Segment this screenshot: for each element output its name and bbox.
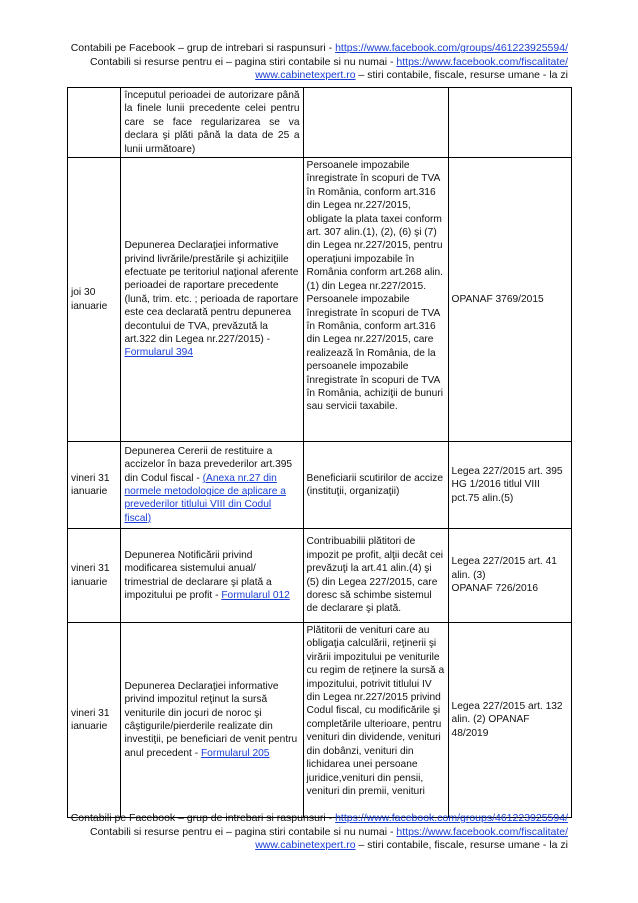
row-description [121, 529, 303, 623]
row-description-text: începutul perioadei de autorizare până la finele lunii precedente celei pentru care se face regularizarea se va declara şi plăti până la data de 25 a lunii următoare) [124, 90, 300, 155]
facebook-page-link[interactable]: https://www.facebook.com/fiscalitate/ [396, 825, 568, 838]
row-description-text: Depunerea Notificării privind modificarea sistemului anual/ trimestrial de declarare şi plată a impozitului pe profit - [124, 549, 272, 601]
footer-line-3 [48, 839, 568, 853]
footer-line-1 [48, 812, 568, 826]
row-date: joi 30 ianuarie [68, 158, 121, 442]
row-description-text: Depunerea Cererii de restituire a accizelor în baza prevederilor art.395 din Codul fiscal - [124, 445, 293, 484]
formular-012-link[interactable]: Formularul 012 [221, 589, 290, 601]
header-line-3-text: – stiri contabile, fiscale, resurse umane - la zi [355, 69, 568, 81]
table-row [68, 623, 572, 818]
header-line-3 [48, 69, 568, 83]
row-beneficiaries: Beneficiarii scutirilor de accize (instituţii, organizaţii) [303, 442, 448, 529]
anexa-27-link[interactable]: (Anexa nr.27 din normele metodologice de aplicare a prevederilor titlului VIII din Codul fiscal) [124, 472, 286, 524]
website-link[interactable]: www.cabinetexpert.ro [255, 69, 356, 81]
row-description-text: Depunerea Declaraţiei informative privind livrările/prestările şi achiziţiile efectuate pe teritoriul naţional aferente perioadei de raportare precedente (lună, trim. etc. ; perioada de raportare este cea declarată pentru depunerea decontului de TVA, prevăzută la art.322 din Legea nr.227/2015) - [124, 240, 299, 346]
footer-line-2 [48, 826, 568, 840]
facebook-group-link[interactable]: https://www.facebook.com/groups/461223925594/ [335, 42, 568, 54]
row-legal-basis: OPANAF 3769/2015 [448, 158, 571, 442]
row-description [121, 88, 303, 158]
row-beneficiaries [303, 88, 448, 158]
facebook-page-link[interactable]: https://www.facebook.com/fiscalitate/ [396, 55, 568, 68]
facebook-group-link[interactable]: https://www.facebook.com/groups/461223925594/ [335, 812, 568, 824]
fiscal-calendar-table [67, 87, 572, 818]
row-beneficiaries [303, 158, 448, 442]
page-footer [48, 812, 568, 853]
header-line-2-text: Contabili si resurse pentru ei – pagina stiri contabile si nu numai - [90, 55, 397, 68]
row-date: vineri 31 ianuarie [68, 529, 121, 623]
row-description [121, 442, 303, 529]
header-line-1-text: Contabili pe Facebook – grup de intrebari si raspunsuri - [70, 42, 336, 54]
footer-line-3-text: – stiri contabile, fiscale, resurse umane - la zi [355, 839, 568, 851]
footer-line-2-text: Contabili si resurse pentru ei – pagina stiri contabile si nu numai - [90, 825, 397, 838]
table-row [68, 529, 572, 623]
row-date [68, 88, 121, 158]
row-legal-basis: Legea 227/2015 art. 41 alin. (3) OPANAF 726/2016 [448, 529, 571, 623]
row-beneficiaries-text: Persoanele impozabile înregistrate în scopuri de TVA în România, conform art.316 din Legea nr.227/2015, obligate la plata taxei conform art. 307 alin.(1), (2), (6) şi (7) din Legea nr.227/2015, pentru operaţiuni impozabile în România conform art.268 alin.(1) din Legea nr.227/2015. Persoanele impozabile înregistrate în scopuri de TVA în România, conform art.316 din Legea nr.227/2015, care realizează în România, de la persoanele impozabile înregistrate în scopuri de TVA în România, achiziţii de bunuri sau servicii taxabile. [306, 160, 444, 413]
table-row [68, 442, 572, 529]
row-description [121, 158, 303, 442]
table-row [68, 88, 572, 158]
header-line-2 [48, 56, 568, 70]
row-legal-basis [448, 88, 571, 158]
row-date: vineri 31 ianuarie [68, 623, 121, 818]
row-legal-basis: Legea 227/2015 art. 132 alin. (2) OPANAF 48/2019 [448, 623, 571, 818]
row-legal-basis: Legea 227/2015 art. 395 HG 1/2016 titlul VIII pct.75 alin.(5) [448, 442, 571, 529]
table-row [68, 158, 572, 442]
footer-line-1-text: Contabili pe Facebook – grup de intrebari si raspunsuri - [70, 812, 336, 824]
page-header [48, 42, 568, 83]
row-beneficiaries: Plătitorii de venituri care au obligaţia calculării, reţinerii şi virării impozitului pe veniturile cu regim de reţinere la sursă a impozitului, potrivit titlului IV din Legea nr.227/2015 privind Codul fiscal, cu modificările şi completările ulterioare, pentru venituri din dividende, venituri din dobânzi, venituri din lichidarea unei persoane juridice,venituri din pensii, venituri din premii, venituri [303, 623, 448, 818]
header-line-1 [48, 42, 568, 56]
row-description [121, 623, 303, 818]
row-description-text: Depunerea Declaraţiei informative privind impozitul reţinut la sursă veniturile din jocuri de noroc şi câştigurile/pierderile realizate din investiţii, pe beneficiari de venit pentru anul precedent - [124, 680, 298, 759]
formular-205-link[interactable]: Formularul 205 [200, 747, 270, 759]
website-link[interactable]: www.cabinetexpert.ro [255, 839, 356, 851]
formular-394-link[interactable]: Formularul 394 [124, 347, 193, 359]
row-beneficiaries: Contribuabilii plătitori de impozit pe profit, alţii decât cei prevăzuţi la art.41 alin.(4) şi (5) din Legea 227/2015, care doresc să schimbe sistemul de declarare şi plată. [303, 529, 448, 623]
row-date: vineri 31 ianuarie [68, 442, 121, 529]
